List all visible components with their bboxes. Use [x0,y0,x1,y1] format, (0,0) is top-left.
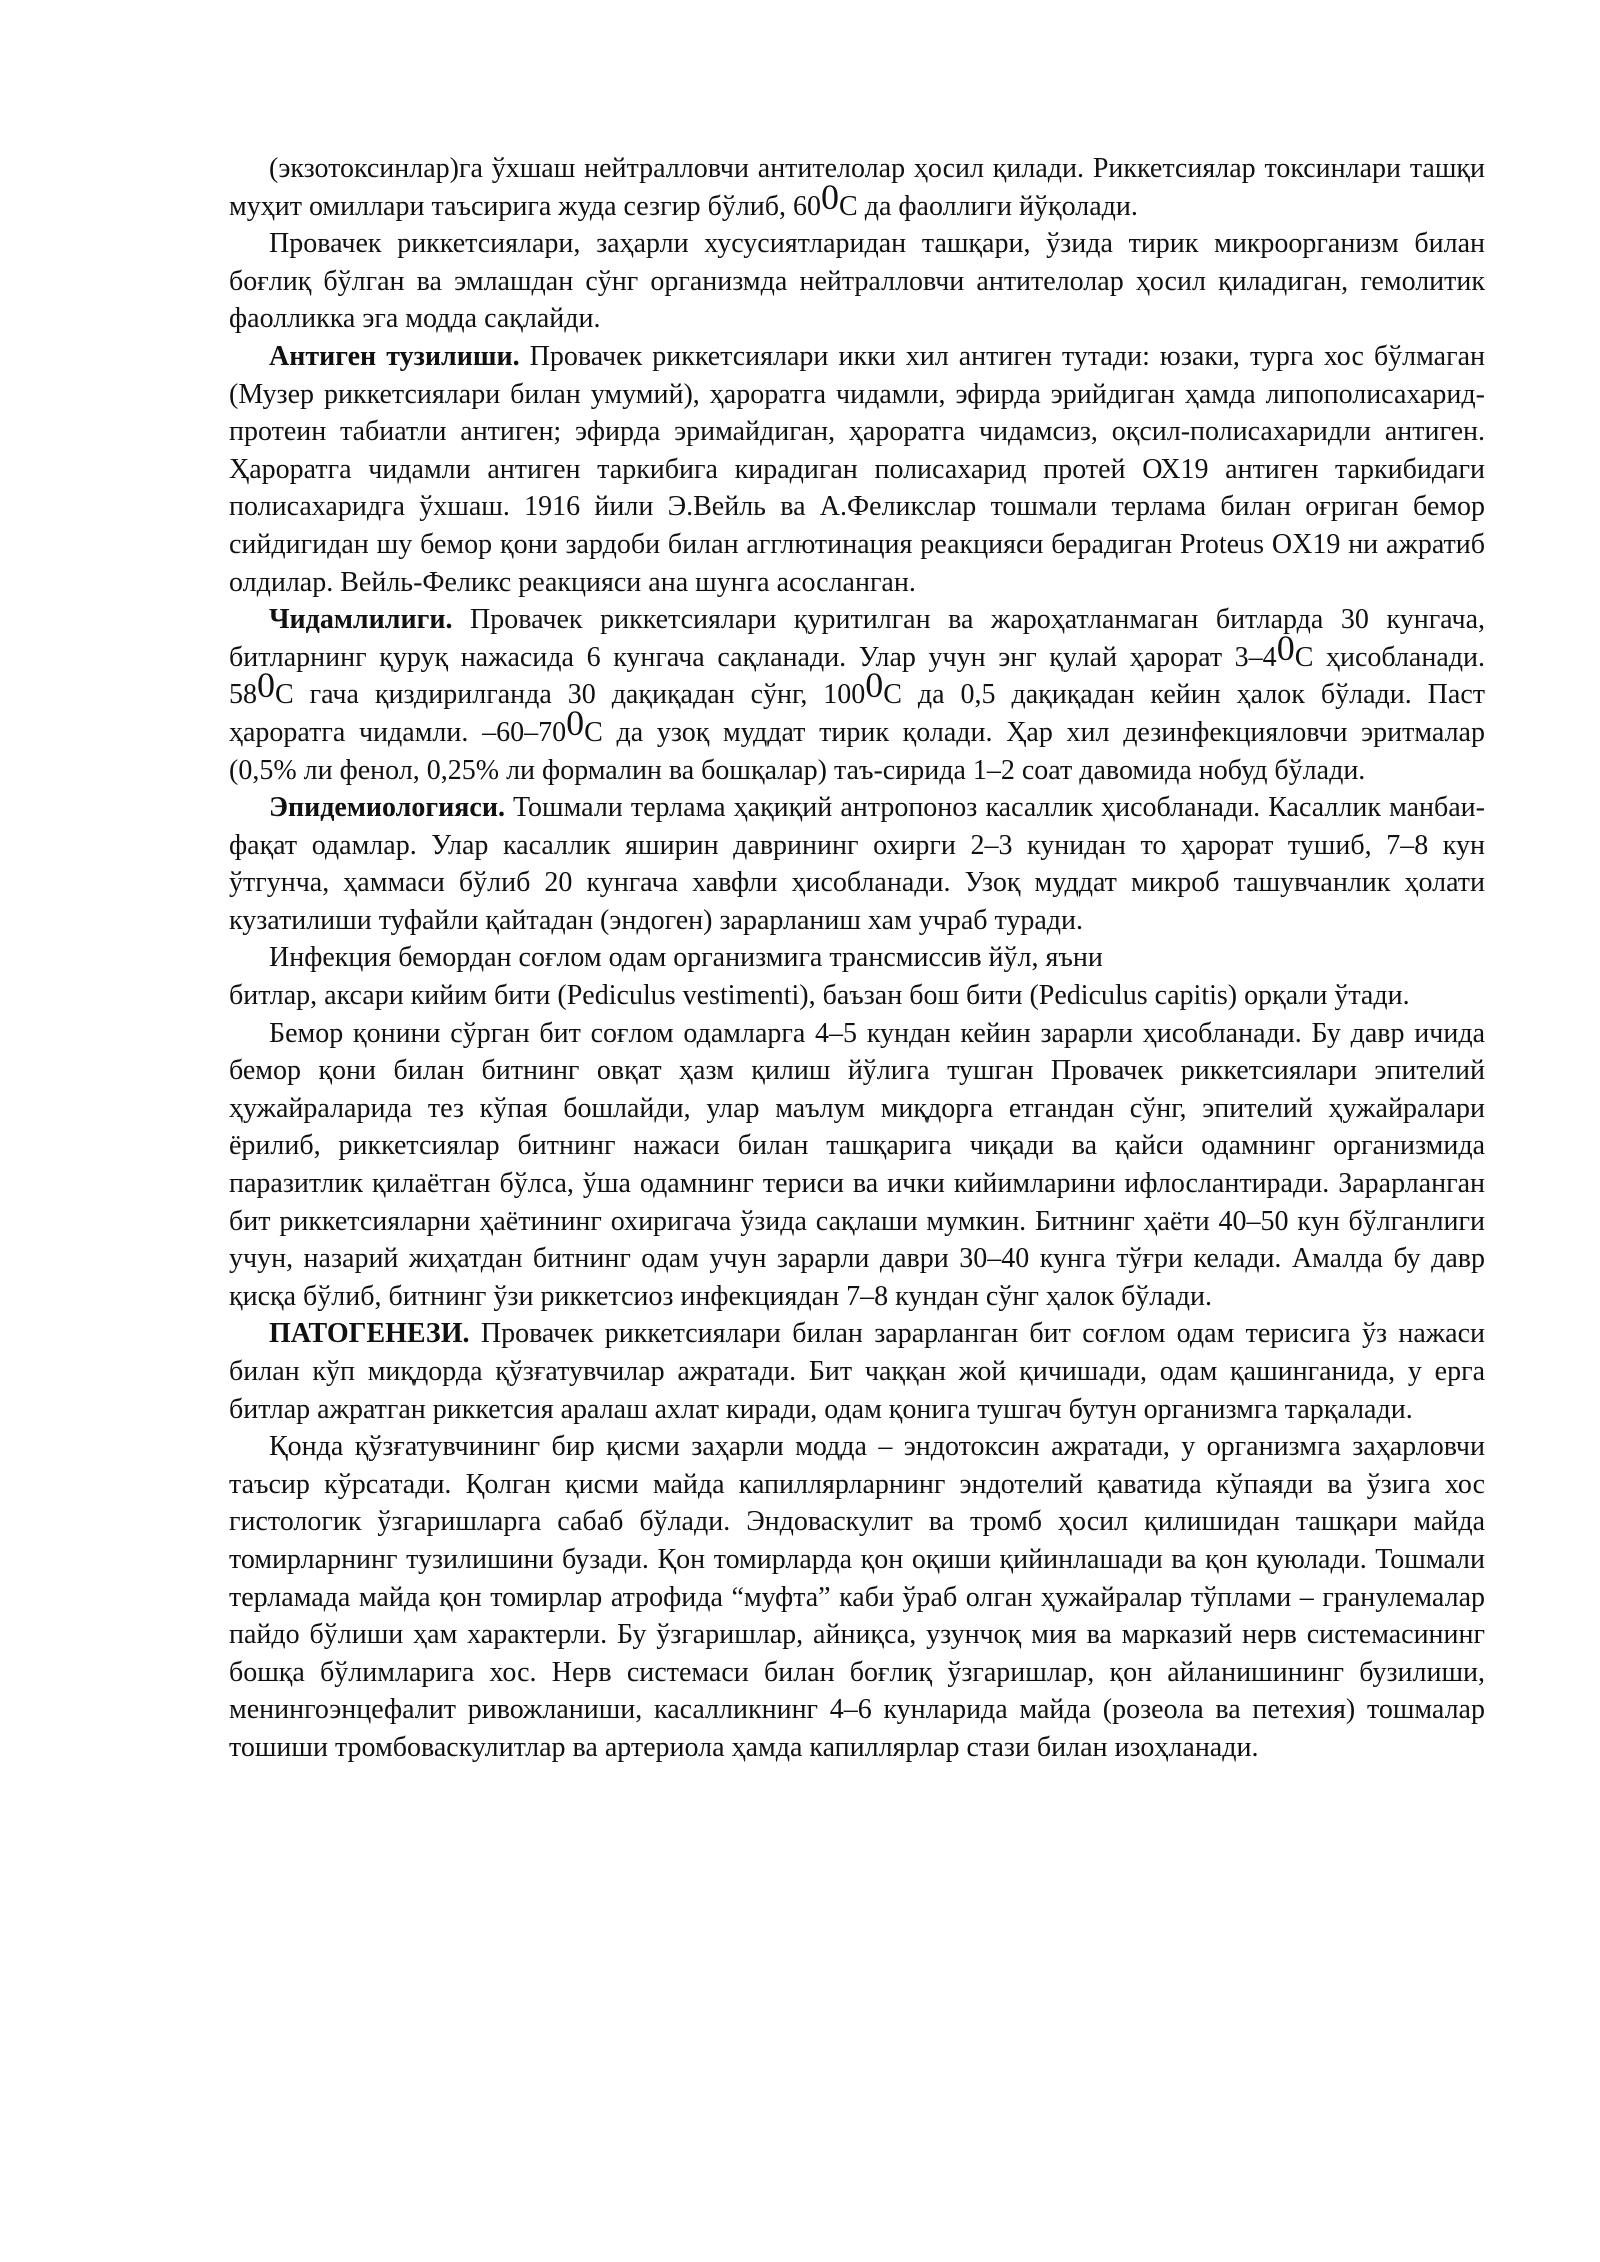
section-heading: ПАТОГЕНЕЗИ. [269,1318,470,1350]
paragraph-text: Инфекция бемордан соғлом одам организмига трансмиссив йўл, яъни [269,942,1103,974]
paragraph [229,939,1485,977]
degree-superscript: 0 [865,665,884,706]
paragraph-text: Провачек риккетсиялари икки хил антиген тутади: юзаки, турга хос бўлмаган (Музер риккетсиялари билан умумий), ҳароратга чидамли, эфирда эрийдиган ҳамда липополисахарид-протеин табиатли антиген; эфирда эримайдиган, ҳароратга чидамсиз, оқсил-полисахаридли антиген. Ҳароратга чидамли антиген таркибига кирадиган полисахарид протей ОХ19 антиген таркибидаги полисахаридга ўхшаш. 1916 йили Э.Вейль ва А.Феликслар тошмали терлама билан оғриган бемор сийдигидан шу бемор қони зардоби билан агглютинация реакцияси берадиган Proteus OX19 ни ажратиб олдилар. Вейль-Феликс реакцияси ана шунга асосланган. [229,340,1486,598]
section-heading: Эпидемиологияси. [269,792,505,824]
paragraph-text: С ҳисобланади. 58 [229,641,1485,711]
paragraph-text: битлар, аксари кийим бити (Pediculus vestimenti), баъзан бош бити (Pediculus capitis) орқали ўтади. [229,980,1410,1012]
degree-superscript: 0 [566,702,585,743]
paragraph [229,1428,1485,1766]
degree-superscript: 0 [1276,627,1295,668]
section-heading: Антиген тузилиши. [269,340,520,372]
degree-superscript: 0 [257,665,275,706]
paragraph-text: С да 0,5 дақиқадан кейин ҳалок бўлади. Паст ҳароратга чидамли. –60–70 [229,679,1485,748]
paragraph-text: Тошмали терлама ҳақиқий антропоноз касаллик ҳисобланади. Касаллик манбаи-фақат одамлар. Улар касаллик яширин даврининг охирги 2–3 кунидан то ҳарорат тушиб, 7–8 кун ўтгунча, ҳаммаси бўлиб 20 кунгача хавфли ҳисобланади. Узоқ муддат микроб ташувчанлик ҳолати кузатилиши туфайли қайтадан (эндоген) зарарланиш хам учраб туради. [229,792,1485,936]
paragraph [229,789,1485,939]
paragraph-text: С гача қиздирилганда 30 дақиқадан сўнг, 100 [275,679,866,711]
paragraph-text: Қонда қўзғатувчининг бир қисми заҳарли модда – эндотоксин ажратади, у организмга заҳарловчи таъсир кўрсатади. Қолган қисми майда капиллярларнинг эндотелий қаватида кўпаяди ва ўзига хос гистологик ўзгаришларга сабаб бўлади. Эндоваскулит ва тромб ҳосил қилишидан ташқари майда томирларнинг тузилишини бузади. Қон томирларда қон оқиши қийинлашади ва қон қуюлади. Тошмали терламада майда қон томирлар атрофида “муфта” каби ўраб олган ҳужайралар тўплами – гранулемалар пайдо бўлиши ҳам характерли. Бу ўзгаришлар, айниқса, узунчоқ мия ва марказий нерв системасининг бошқа бўлимларига хос. Нерв системаси билан боғлиқ ўзгаришлар, қон айланишининг бузилиши, менингоэнцефалит ривожланиши, касалликнинг 4–6 кунларида майда (розеола ва петехия) тошмалар тошиши тромбоваскулитлар ва артериола ҳамда капиллярлар стази билан изоҳланади. [229,1431,1485,1763]
paragraph-text: (экзотоксинлар)га ўхшаш нейтралловчи антителолар ҳосил қилади. Риккетсиялар токсинлари ташқи муҳит омиллари таъсирига жуда сезгир бўлиб, 60 [229,153,1485,222]
paragraph-text: С да узоқ муддат тирик қолади. Ҳар хил дезинфекцияловчи эритмалар (0,5% ли фенол, 0,25% ли формалин ва бошқалар) таъ-сирида 1–2 соат давомида нобуд бўлади. [229,716,1485,786]
paragraph [229,1015,1485,1316]
paragraph-text: Провачек риккетсиялари қуритилган ва жароҳатланмаган битларда 30 кунгача, битларнинг қуруқ нажасида 6 кунгача сақланади. Улар учун энг қулай ҳарорат 3–4 [229,604,1485,673]
document-page [229,150,1485,1767]
paragraph-text: С да фаоллиги йўқолади. [839,190,1138,222]
paragraph [229,1315,1485,1428]
paragraph-text: Провачек риккетсиялари билан зарарланган бит соғлом одам терисига ўз нажаси билан кўп миқдорда қўзғатувчилар ажратади. Бит чаққан жой қичишади, одам қашинганида, у ерга битлар ажратган риккетсия аралаш ахлат киради, одам қонига тушгач бутун организмга тарқалади. [229,1318,1485,1425]
paragraph [229,977,1485,1015]
degree-superscript: 0 [821,176,840,217]
paragraph [229,225,1485,338]
paragraph [229,601,1485,789]
section-heading: Чидамлилиги. [269,604,453,636]
paragraph-text: Провачек риккетсиялари, заҳарли хусусиятларидан ташқари, ўзида тирик микроорганизм билан боғлиқ бўлган ва эмлашдан сўнг организмда нейтралловчи антителолар ҳосил қиладиган, гемолитик фаолликка эга модда сақлайди. [229,228,1485,335]
paragraph [229,150,1485,225]
paragraph-text: Бемор қонини сўрган бит соғлом одамларга 4–5 кундан кейин зарарли ҳисобланади. Бу давр ичида бемор қони билан битнинг овқат ҳазм қилиш йўлига тушган Провачек риккетсиялари эпителий ҳужайраларида тез кўпая бошлайди, улар маълум миқдорга етгандан сўнг, эпителий ҳужайралари ёрилиб, риккетсиялар битнинг нажаси билан ташқарига чиқади ва қайси одамнинг организмида паразитлик қилаётган бўлса, ўша одамнинг териси ва ички кийимларини ифлослантиради. Зарарланган бит риккетсияларни ҳаётининг охиригача ўзида сақлаши мумкин. Битнинг ҳаёти 40–50 кун бўлганлиги учун, назарий жиҳатдан битнинг одам учун зарарли даври 30–40 кунга тўғри келади. Амалда бу давр қисқа бўлиб, битнинг ўзи риккетсиоз инфекциядан 7–8 кундан сўнг ҳалок бўлади. [229,1017,1485,1312]
paragraph [229,338,1485,601]
